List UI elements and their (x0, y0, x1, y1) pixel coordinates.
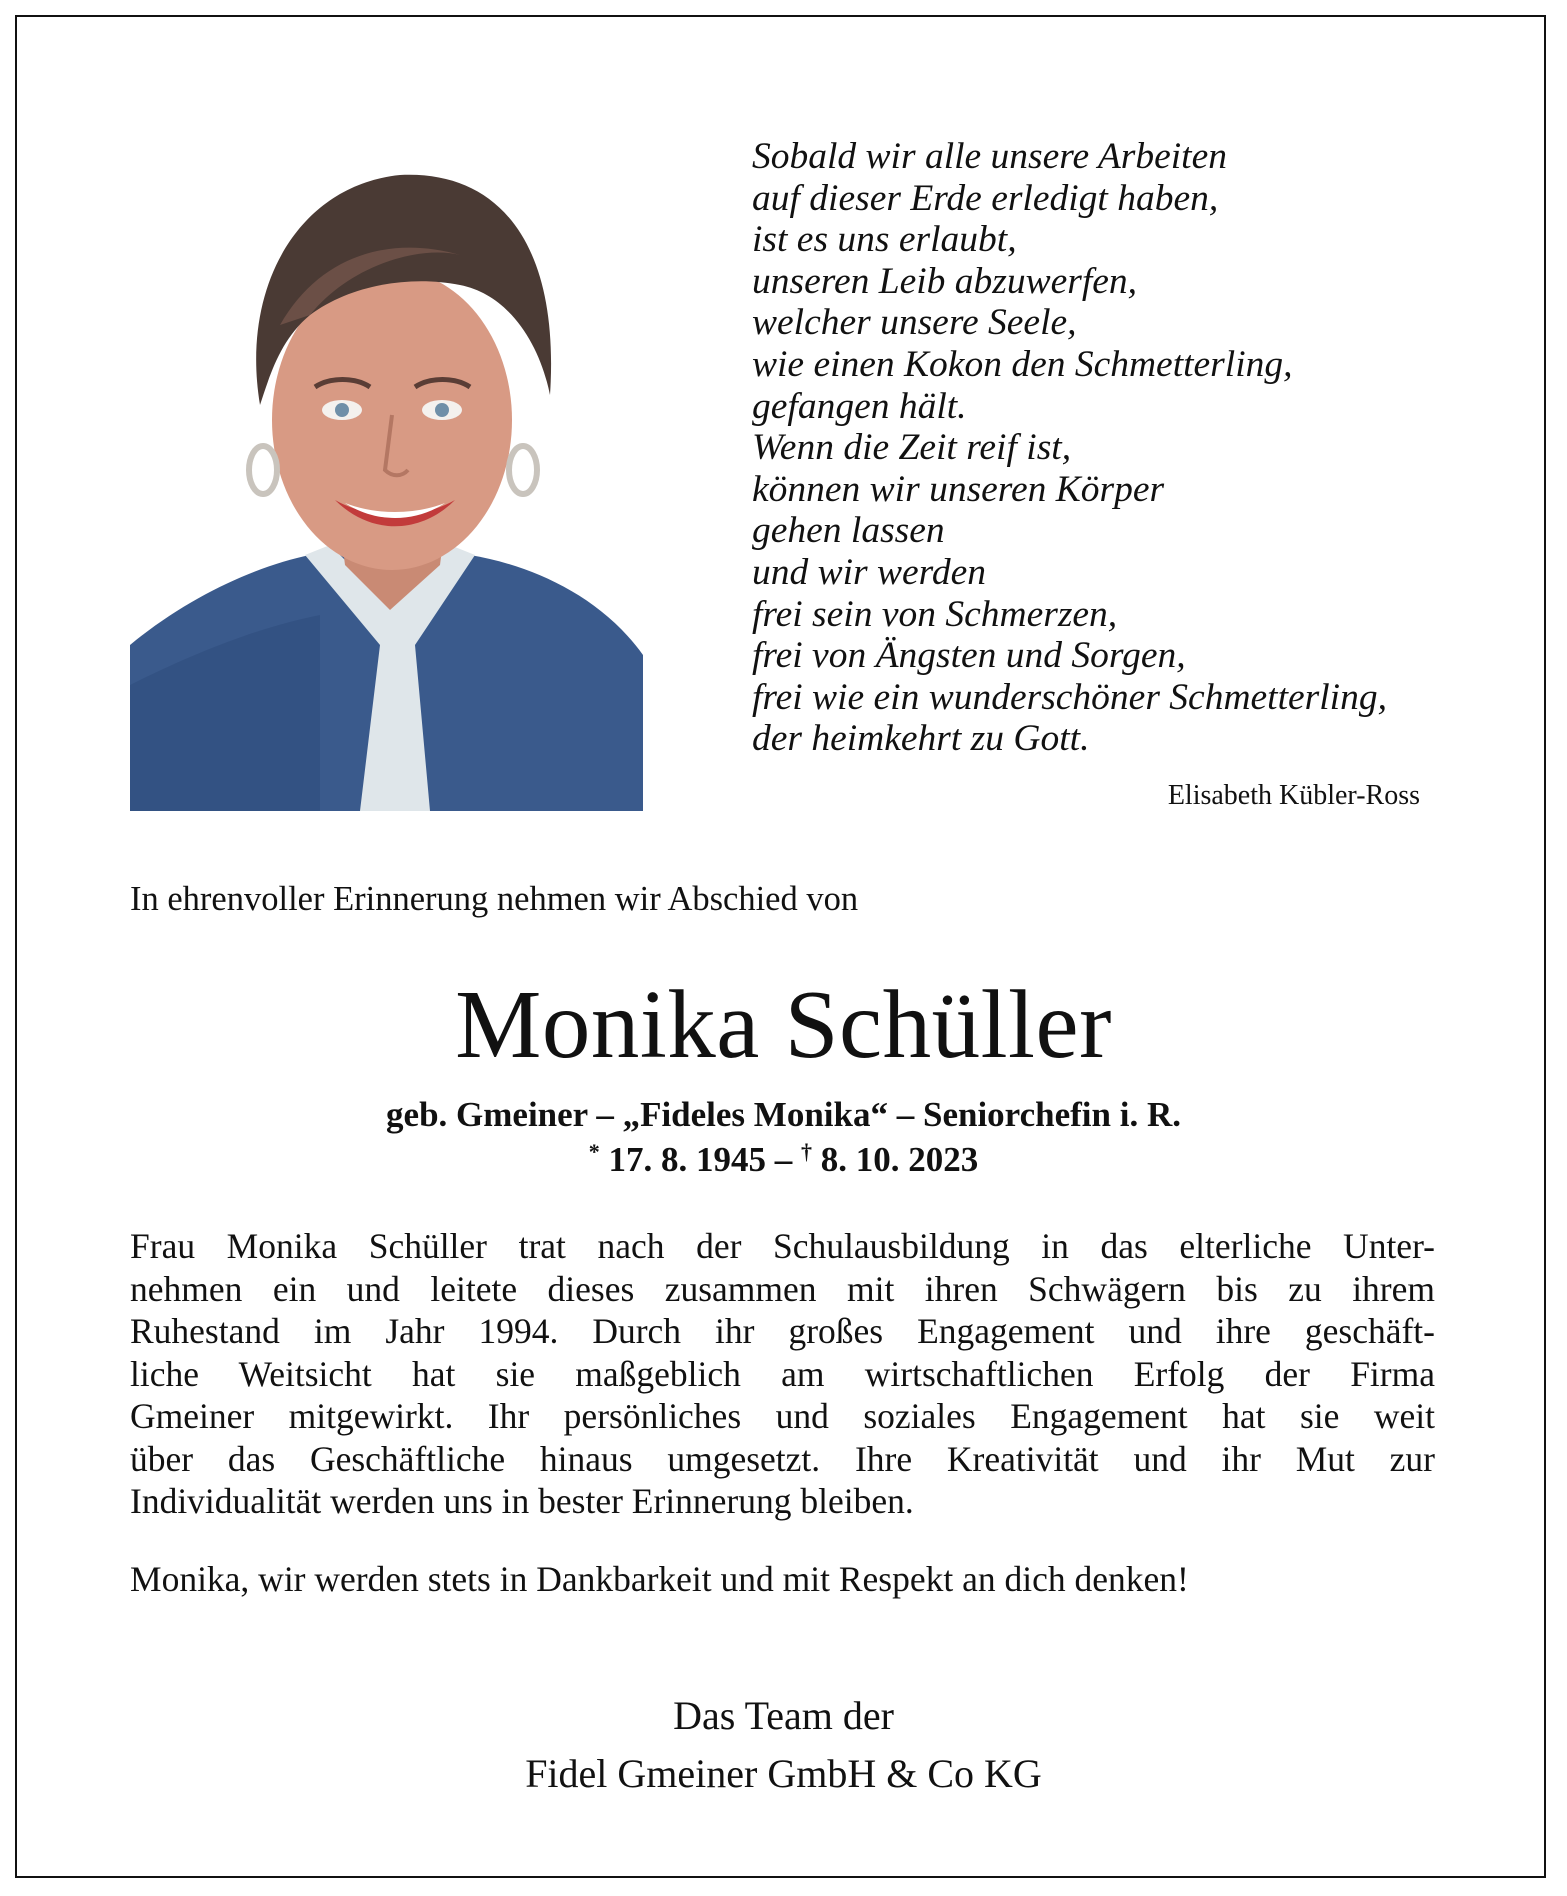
poem (752, 136, 1452, 760)
closing-sentence: Monika, wir werden stets in Dankbarkeit und mit Respekt an dich denken! (130, 1559, 1189, 1599)
poem-line: frei wie ein wunderschöner Schmetterling, (752, 676, 1387, 718)
death-symbol: † (801, 1139, 812, 1164)
poem-line: und wir werden (752, 551, 987, 593)
deceased-subtitle: geb. Gmeiner – „Fideles Monika“ – Seniorchefin i. R. (386, 1095, 1181, 1134)
signature-line-2: Fidel Gmeiner GmbH & Co KG (525, 1751, 1042, 1796)
biography-line: Individualität werden uns in bester Erinnerung bleiben. (130, 1481, 914, 1521)
biography-paragraph (130, 1225, 1435, 1523)
poem-line: welcher unsere Seele, (752, 302, 1077, 344)
biography-line: liche Weitsicht hat sie maßgeblich am wirtschaftlichen Erfolg der Firma (130, 1353, 1435, 1394)
birth-symbol: * (588, 1139, 600, 1164)
poem-line: gefangen hält. (752, 385, 967, 427)
poem-author: Elisabeth Kübler-Ross (1167, 780, 1420, 811)
poem-line: können wir unseren Körper (752, 468, 1165, 510)
poem-line: ist es uns erlaubt, (752, 219, 1017, 261)
poem-line: unseren Leib abzuwerfen, (752, 260, 1138, 302)
poem-line: frei von Ängsten und Sorgen, (752, 635, 1186, 677)
deceased-name: Monika Schüller (455, 971, 1112, 1078)
poem-line: der heimkehrt zu Gott. (752, 718, 1090, 760)
poem-line: Sobald wir alle unsere Arbeiten (752, 136, 1227, 177)
biography-line: nehmen ein und leitete dieses zusammen mit ihren Schwägern bis zu ihrem (130, 1268, 1435, 1309)
intro-text: In ehrenvoller Erinnerung nehmen wir Abschied von (130, 880, 859, 918)
biography-line: Frau Monika Schüller trat nach der Schulausbildung in das elterliche Unter- (130, 1226, 1435, 1266)
biography-line: über das Geschäftliche hinaus umgesetzt. Ihre Kreativität und ihr Mut zur (130, 1438, 1435, 1479)
poem-line: auf dieser Erde erledigt haben, (752, 177, 1219, 219)
life-dates (0, 1139, 1567, 1180)
death-date: 8. 10. 2023 (820, 1140, 979, 1179)
date-separator: – (774, 1140, 793, 1179)
birth-date: 17. 8. 1945 (608, 1140, 766, 1179)
poem-line: Wenn die Zeit reif ist, (752, 427, 1072, 469)
portrait-photo (130, 125, 643, 811)
signature-line-1: Das Team der (673, 1693, 894, 1738)
poem-line: frei sein von Schmerzen, (752, 593, 1118, 635)
biography-line: Gmeiner mitgewirkt. Ihr persönliches und soziales Engagement hat sie weit (130, 1396, 1435, 1436)
poem-line: gehen lassen (752, 510, 945, 552)
biography-line: Ruhestand im Jahr 1994. Durch ihr großes Engagement und ihre geschäft- (130, 1311, 1435, 1351)
poem-line: wie einen Kokon den Schmetterling, (752, 343, 1293, 385)
